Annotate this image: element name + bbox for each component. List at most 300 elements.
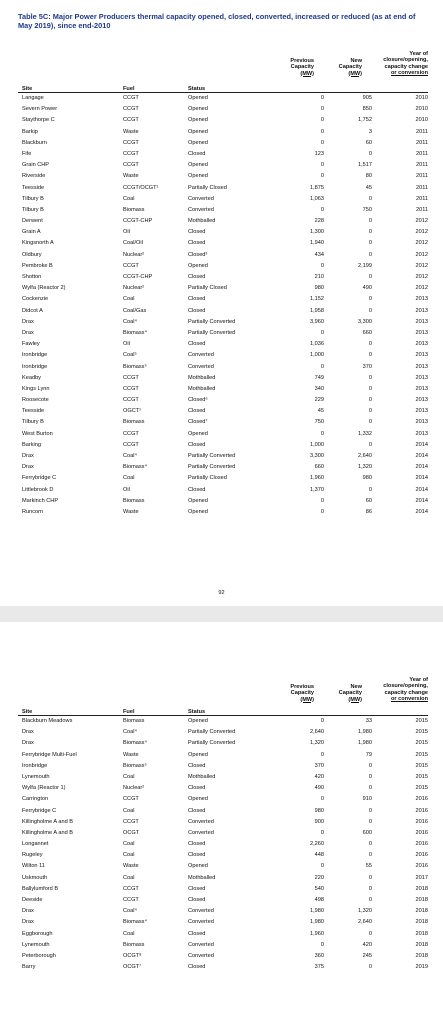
site-cell: Ferrybridge C <box>22 475 57 482</box>
site-cell: Riverside <box>22 173 46 180</box>
site-cell: Drax <box>22 464 34 471</box>
new-capacity-cell: 0 <box>368 773 372 780</box>
site-cell: Drax <box>22 919 34 926</box>
previous-capacity-cell: 0 <box>320 106 324 113</box>
fuel-cell: CCGT <box>123 139 139 146</box>
status-cell: Closed <box>188 441 206 448</box>
year-cell: 2013 <box>415 363 428 370</box>
header-new-capacity: New Capacity (MW) <box>338 58 362 77</box>
new-capacity-cell: 0 <box>368 785 372 792</box>
previous-capacity-cell: 1,300 <box>310 229 324 236</box>
new-capacity-cell: 0 <box>368 852 372 859</box>
table-row <box>18 183 428 194</box>
new-capacity-cell: 245 <box>362 952 372 959</box>
new-capacity-cell: 490 <box>362 285 372 292</box>
year-cell: 2016 <box>415 796 428 803</box>
previous-capacity-cell: 0 <box>320 117 324 124</box>
status-cell: Closed <box>188 930 206 937</box>
site-cell: Wylfa (Reactor 2) <box>22 285 66 292</box>
status-cell: Partially Converted <box>188 453 236 459</box>
fuel-cell: CCGT <box>123 117 139 124</box>
new-capacity-cell: 1,320 <box>358 908 372 915</box>
year-cell: 2010 <box>415 106 428 113</box>
year-cell: 2014 <box>415 464 428 471</box>
new-capacity-cell: 1,332 <box>358 430 372 437</box>
year-cell: 2018 <box>415 941 428 948</box>
site-cell: Ferrybridge C <box>22 807 57 814</box>
fuel-cell: Nuclear² <box>123 285 145 292</box>
fuel-cell: Oil <box>123 229 130 236</box>
fuel-cell: Coal⁴ <box>123 318 137 325</box>
year-cell: 2012 <box>415 251 428 258</box>
new-capacity-cell: 0 <box>368 408 372 415</box>
year-cell: 2018 <box>415 952 428 959</box>
new-capacity-cell: 0 <box>368 374 372 381</box>
table-row <box>18 317 428 328</box>
status-cell: Partially Converted <box>188 729 236 736</box>
table-row <box>18 839 428 850</box>
site-cell: Eggborough <box>22 930 53 937</box>
new-capacity-cell: 0 <box>368 818 372 825</box>
year-cell: 2018 <box>415 919 428 926</box>
previous-capacity-cell: 980 <box>314 285 324 292</box>
site-cell: Tilbury B <box>22 419 44 426</box>
previous-capacity-cell: 0 <box>320 718 324 724</box>
site-cell: Severn Power <box>22 106 58 113</box>
site-cell: Runcorn <box>22 508 44 515</box>
new-capacity-cell: 2,199 <box>358 262 372 269</box>
site-cell: Ballylumford B <box>22 885 59 892</box>
table-row <box>18 772 428 783</box>
fuel-cell: Coal <box>123 807 135 814</box>
site-cell: Barry <box>22 964 36 971</box>
status-cell: Opened <box>188 117 208 124</box>
status-cell: Opened <box>188 718 208 724</box>
status-cell: Partially Closed <box>188 184 227 191</box>
new-capacity-cell: 0 <box>368 218 372 225</box>
previous-capacity-cell: 1,320 <box>310 740 324 747</box>
new-capacity-cell: 1,517 <box>358 162 372 169</box>
fuel-cell: Nuclear² <box>123 785 145 792</box>
year-cell: 2018 <box>415 908 428 915</box>
new-capacity-cell: 420 <box>362 941 372 948</box>
site-cell: Uskmouth <box>22 874 48 881</box>
status-cell: Converted <box>188 941 214 948</box>
new-capacity-cell: 1,980 <box>358 740 372 747</box>
status-cell: Opened <box>188 497 208 504</box>
site-cell: Longannet <box>22 841 49 848</box>
table-row <box>18 306 428 317</box>
status-cell: Partially Converted <box>188 464 236 471</box>
status-cell: Closed <box>188 486 206 493</box>
fuel-cell: CCGT <box>123 441 139 448</box>
site-cell: Staythorpe C <box>22 117 55 124</box>
year-cell: 2015 <box>415 718 428 724</box>
site-cell: Didcot A <box>22 307 43 314</box>
site-cell: Ironbridge <box>22 363 48 370</box>
table-row <box>18 395 428 406</box>
header-year: Year of closure/opening, capacity change or conversion <box>383 677 428 702</box>
site-cell: Langage <box>22 95 44 101</box>
site-cell: Ironbridge <box>22 352 48 359</box>
fuel-cell: CCGT <box>123 397 139 404</box>
status-cell: Closed <box>188 964 206 971</box>
table-row <box>18 216 428 227</box>
table-row <box>18 473 428 484</box>
fuel-cell: Biomass <box>123 419 145 426</box>
new-capacity-cell: 0 <box>368 885 372 892</box>
previous-capacity-cell: 0 <box>320 162 324 169</box>
fuel-cell: Coal⁴ <box>123 453 137 459</box>
year-cell: 2011 <box>415 195 428 202</box>
previous-capacity-cell: 0 <box>320 139 324 146</box>
new-capacity-cell: 1,752 <box>358 117 372 124</box>
new-capacity-cell: 45 <box>365 184 372 191</box>
new-capacity-cell: 980 <box>362 475 372 482</box>
table-row <box>18 917 428 928</box>
table-row <box>18 104 428 115</box>
fuel-cell: Biomass⁴ <box>123 919 147 926</box>
site-cell: Fawley <box>22 341 40 348</box>
site-cell: Drax <box>22 729 34 736</box>
fuel-cell: Biomass <box>123 206 145 213</box>
previous-capacity-cell: 370 <box>314 762 324 769</box>
header-site: Site <box>22 709 33 715</box>
year-cell: 2016 <box>415 863 428 870</box>
new-capacity-cell: 0 <box>368 150 372 157</box>
table-row <box>18 750 428 761</box>
status-cell: Closed <box>188 762 206 769</box>
year-cell: 2012 <box>415 274 428 280</box>
year-cell: 2013 <box>415 329 428 336</box>
new-capacity-cell: 80 <box>365 173 372 180</box>
fuel-cell: Waste <box>123 751 139 758</box>
year-cell: 2013 <box>415 430 428 437</box>
table-row <box>18 406 428 417</box>
site-cell: Roosecote <box>22 397 49 404</box>
table-row <box>18 940 428 951</box>
status-cell: Closed <box>188 341 206 348</box>
fuel-cell: Coal <box>123 475 135 482</box>
fuel-cell: Coal <box>123 841 135 848</box>
site-cell: Carrington <box>22 796 49 803</box>
status-cell: Opened <box>188 796 208 803</box>
fuel-cell: CCGT/OCGT¹ <box>123 184 159 191</box>
status-cell: Closed <box>188 897 206 903</box>
site-cell: Pembroke B <box>22 262 53 269</box>
previous-capacity-cell: 1,000 <box>310 441 324 448</box>
status-cell: Mothballed <box>188 385 216 392</box>
fuel-cell: OCGT <box>123 829 140 836</box>
year-cell: 2011 <box>415 206 428 213</box>
fuel-cell: Biomass⁴ <box>123 740 147 747</box>
new-capacity-cell: 0 <box>368 419 372 426</box>
header-previous-capacity: Previous Capacity (MW) <box>290 58 314 77</box>
table-row <box>18 294 428 305</box>
fuel-cell: CCGT <box>123 796 139 803</box>
table-row <box>18 906 428 917</box>
table-row <box>18 895 428 906</box>
status-cell: Opened <box>188 95 208 101</box>
site-cell: Grain A <box>22 229 41 236</box>
previous-capacity-cell: 360 <box>314 952 324 959</box>
previous-capacity-cell: 1,980 <box>310 908 324 915</box>
year-cell: 2015 <box>415 740 428 747</box>
fuel-cell: OCGT⁷ <box>123 964 142 971</box>
year-cell: 2019 <box>415 964 428 971</box>
fuel-cell: CCGT <box>123 262 139 269</box>
status-cell: Opened <box>188 128 208 135</box>
site-cell: West Burton <box>22 430 53 437</box>
fuel-cell: CCGT <box>123 385 139 392</box>
site-cell: Cockenzie <box>22 296 49 303</box>
table-row <box>18 238 428 249</box>
site-cell: Derwent <box>22 218 43 225</box>
table-row <box>18 828 428 839</box>
site-cell: Kingsnorth A <box>22 240 54 247</box>
site-cell: Drax <box>22 908 34 915</box>
header-year: Year of closure/opening, capacity change or conversion <box>383 51 428 76</box>
table-row <box>18 507 428 518</box>
previous-capacity-cell: 0 <box>320 329 324 336</box>
fuel-cell: Biomass⁴ <box>123 329 147 336</box>
new-capacity-cell: 0 <box>368 930 372 937</box>
header-new-capacity: New Capacity (MW) <box>338 684 362 703</box>
site-cell: Blackburn Meadows <box>22 718 73 724</box>
previous-capacity-cell: 2,260 <box>310 841 324 848</box>
previous-capacity-cell: 0 <box>320 751 324 758</box>
year-cell: 2014 <box>415 475 428 482</box>
status-cell: Closed <box>188 229 206 236</box>
status-cell: Converted <box>188 206 214 213</box>
previous-capacity-cell: 0 <box>320 128 324 135</box>
status-cell: Closed <box>188 240 206 247</box>
new-capacity-cell: 55 <box>365 863 372 870</box>
fuel-cell: Oil <box>123 341 130 348</box>
year-cell: 2015 <box>415 785 428 792</box>
fuel-cell: Coal⁵ <box>123 352 137 359</box>
status-cell: Converted <box>188 908 214 915</box>
previous-capacity-cell: 210 <box>314 274 324 280</box>
new-capacity-cell: 750 <box>362 206 372 213</box>
new-capacity-cell: 0 <box>368 486 372 493</box>
previous-capacity-cell: 0 <box>320 941 324 948</box>
previous-capacity-cell: 0 <box>320 508 324 515</box>
new-capacity-cell: 1,320 <box>358 464 372 471</box>
previous-capacity-cell: 900 <box>314 818 324 825</box>
header-status: Status <box>188 86 206 92</box>
new-capacity-cell: 850 <box>362 106 372 113</box>
year-cell: 2013 <box>415 296 428 303</box>
year-cell: 2011 <box>415 162 428 169</box>
table-row <box>18 850 428 861</box>
year-cell: 2013 <box>415 408 428 415</box>
status-cell: Opened <box>188 508 208 515</box>
status-cell: Partially Converted <box>188 740 236 747</box>
table-body-page-2 <box>18 716 428 973</box>
status-cell: Opened <box>188 162 208 169</box>
year-cell: 2015 <box>415 751 428 758</box>
year-cell: 2014 <box>415 441 428 448</box>
previous-capacity-cell: 0 <box>320 829 324 836</box>
new-capacity-cell: 0 <box>368 195 372 202</box>
site-cell: Deeside <box>22 897 43 903</box>
table-row <box>18 794 428 805</box>
fuel-cell: CCGT <box>123 95 139 101</box>
table-row <box>18 440 428 451</box>
site-cell: Tilbury B <box>22 195 44 202</box>
fuel-cell: CCGT <box>123 150 139 157</box>
table-row <box>18 171 428 182</box>
table-row <box>18 485 428 496</box>
site-cell: Drax <box>22 740 34 747</box>
status-cell: Converted <box>188 352 214 359</box>
header-fuel: Fuel <box>123 709 135 715</box>
new-capacity-cell: 0 <box>368 274 372 280</box>
year-cell: 2013 <box>415 419 428 426</box>
status-cell: Converted <box>188 829 214 836</box>
table-row <box>18 429 428 440</box>
site-cell: Teesside <box>22 408 45 415</box>
year-cell: 2013 <box>415 397 428 404</box>
document-page-2 <box>0 622 443 1010</box>
status-cell: Closed⁷ <box>188 419 208 426</box>
new-capacity-cell: 33 <box>365 718 372 724</box>
status-cell: Converted <box>188 363 214 370</box>
year-cell: 2013 <box>415 352 428 359</box>
fuel-cell: Biomass⁵ <box>123 762 147 769</box>
table-row <box>18 462 428 473</box>
fuel-cell: Coal <box>123 195 135 202</box>
fuel-cell: Coal⁴ <box>123 908 137 915</box>
new-capacity-cell: 1,980 <box>358 729 372 736</box>
table-row <box>18 250 428 261</box>
fuel-cell: CCGT <box>123 897 139 903</box>
year-cell: 2013 <box>415 307 428 314</box>
table-row <box>18 451 428 462</box>
year-cell: 2011 <box>415 150 428 157</box>
site-cell: Tilbury B <box>22 206 44 213</box>
table-row <box>18 362 428 373</box>
previous-capacity-cell: 1,940 <box>310 240 324 247</box>
previous-capacity-cell: 0 <box>320 796 324 803</box>
previous-capacity-cell: 1,063 <box>310 195 324 202</box>
status-cell: Closed <box>188 150 206 157</box>
page-number: 92 <box>218 590 225 596</box>
table-row <box>18 194 428 205</box>
site-cell: Kings Lynn <box>22 385 50 392</box>
site-cell: Teesside <box>22 184 45 191</box>
year-cell: 2015 <box>415 773 428 780</box>
new-capacity-cell: 600 <box>362 829 372 836</box>
table-body-page-1 <box>18 93 428 518</box>
year-cell: 2013 <box>415 385 428 392</box>
previous-capacity-cell: 123 <box>314 150 324 157</box>
site-cell: Wilton 11 <box>22 863 45 870</box>
previous-capacity-cell: 1,875 <box>310 184 324 191</box>
new-capacity-cell: 0 <box>368 874 372 881</box>
previous-capacity-cell: 980 <box>314 807 324 814</box>
new-capacity-cell: 0 <box>368 762 372 769</box>
site-cell: Lynemouth <box>22 773 50 780</box>
previous-capacity-cell: 0 <box>320 262 324 269</box>
site-cell: Keadby <box>22 374 41 381</box>
year-cell: 2014 <box>415 497 428 504</box>
previous-capacity-cell: 375 <box>314 964 324 971</box>
fuel-cell: CCGT-CHP <box>123 274 153 280</box>
site-cell: Killingholme A and B <box>22 818 73 825</box>
year-cell: 2013 <box>415 374 428 381</box>
status-cell: Closed <box>188 885 206 892</box>
status-cell: Mothballed <box>188 874 216 881</box>
status-cell: Opened <box>188 430 208 437</box>
fuel-cell: Coal/Gas <box>123 307 147 314</box>
status-cell: Partially Closed <box>188 475 227 482</box>
status-cell: Opened <box>188 262 208 269</box>
new-capacity-cell: 0 <box>368 240 372 247</box>
table-row <box>18 417 428 428</box>
status-cell: Opened <box>188 173 208 180</box>
table-row <box>18 884 428 895</box>
fuel-cell: Biomass <box>123 497 145 504</box>
fuel-cell: CCGT <box>123 885 139 892</box>
status-cell: Mothballed <box>188 773 216 780</box>
fuel-cell: OCGT⁸ <box>123 952 142 959</box>
table-row <box>18 350 428 361</box>
previous-capacity-cell: 1,960 <box>310 475 324 482</box>
previous-capacity-cell: 750 <box>314 419 324 426</box>
year-cell: 2012 <box>415 285 428 292</box>
year-cell: 2016 <box>415 829 428 836</box>
site-cell: Barkip <box>22 128 38 135</box>
previous-capacity-cell: 0 <box>320 95 324 101</box>
previous-capacity-cell: 0 <box>320 206 324 213</box>
status-cell: Closed <box>188 841 206 848</box>
year-cell: 2016 <box>415 818 428 825</box>
year-cell: 2017 <box>415 874 428 881</box>
year-cell: 2018 <box>415 897 428 903</box>
previous-capacity-cell: 0 <box>320 497 324 504</box>
new-capacity-cell: 905 <box>362 95 372 101</box>
status-cell: Mothballed <box>188 374 216 381</box>
year-cell: 2013 <box>415 318 428 325</box>
fuel-cell: Nuclear² <box>123 251 145 258</box>
new-capacity-cell: 0 <box>368 397 372 404</box>
site-cell: Shotton <box>22 274 42 280</box>
year-cell: 2016 <box>415 841 428 848</box>
previous-capacity-cell: 420 <box>314 773 324 780</box>
fuel-cell: Coal⁴ <box>123 729 137 736</box>
status-cell: Partially Closed <box>188 285 227 292</box>
previous-capacity-cell: 220 <box>314 874 324 881</box>
status-cell: Closed <box>188 307 206 314</box>
table-row <box>18 127 428 138</box>
header-status: Status <box>188 709 206 715</box>
year-cell: 2013 <box>415 341 428 348</box>
year-cell: 2012 <box>415 240 428 247</box>
previous-capacity-cell: 660 <box>314 464 324 471</box>
site-cell: Killingholme A and B <box>22 829 73 836</box>
status-cell: Partially Converted <box>188 329 236 336</box>
previous-capacity-cell: 1,036 <box>310 341 324 348</box>
year-cell: 2014 <box>415 508 428 515</box>
table-row <box>18 138 428 149</box>
fuel-cell: CCGT <box>123 162 139 169</box>
year-cell: 2012 <box>415 218 428 225</box>
fuel-cell: Biomass⁵ <box>123 363 147 370</box>
table-row <box>18 384 428 395</box>
previous-capacity-cell: 45 <box>317 408 324 415</box>
